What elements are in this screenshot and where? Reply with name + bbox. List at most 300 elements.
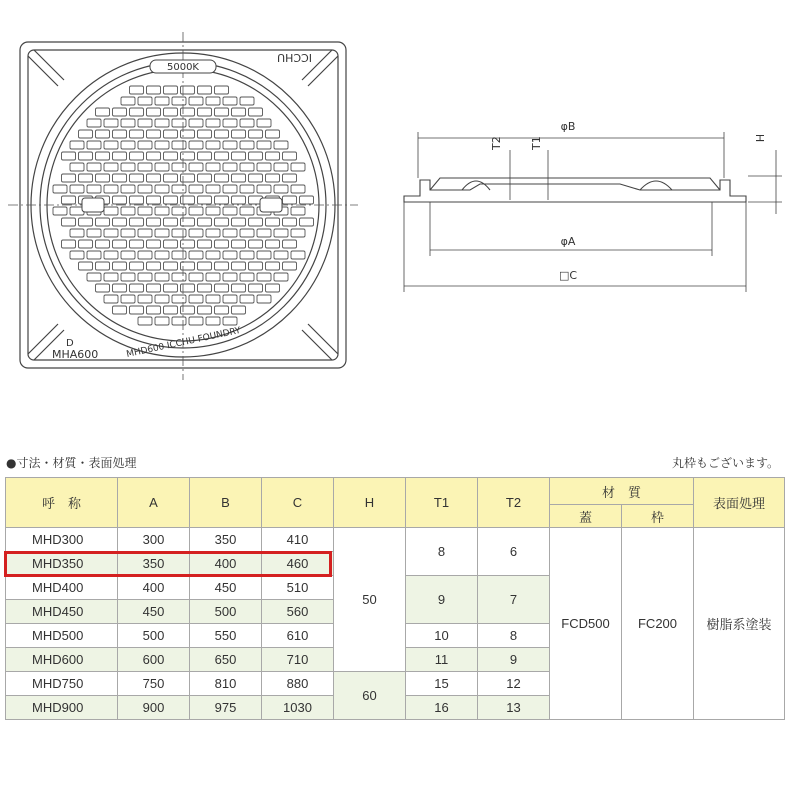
pattern-block xyxy=(113,108,127,116)
pattern-block xyxy=(189,251,203,259)
pattern-block xyxy=(87,229,101,237)
pattern-block xyxy=(189,141,203,149)
pattern-block xyxy=(291,163,305,171)
pattern-block xyxy=(274,141,288,149)
pattern-block xyxy=(62,152,76,160)
pattern-block xyxy=(79,218,93,226)
pattern-block xyxy=(147,130,161,138)
header-b: B xyxy=(190,478,262,528)
pattern-block xyxy=(215,130,229,138)
pattern-block xyxy=(70,141,84,149)
pattern-block xyxy=(130,130,144,138)
pattern-block xyxy=(232,152,246,160)
pattern-block xyxy=(223,317,237,325)
pattern-block xyxy=(189,295,203,303)
pattern-block xyxy=(172,163,186,171)
pattern-block xyxy=(257,295,271,303)
pattern-block xyxy=(206,317,220,325)
pattern-block xyxy=(283,174,297,182)
cell-a: 750 xyxy=(118,672,190,696)
pattern-block xyxy=(240,185,254,193)
pattern-block xyxy=(138,185,152,193)
pattern-block xyxy=(164,306,178,314)
cell-name: MHD750 xyxy=(6,672,118,696)
pattern-block xyxy=(62,174,76,182)
pattern-block xyxy=(113,174,127,182)
header-material: 材 質 xyxy=(550,478,694,505)
pattern-block xyxy=(138,141,152,149)
pattern-block xyxy=(113,284,127,292)
pattern-block xyxy=(189,229,203,237)
pattern-block xyxy=(232,196,246,204)
pattern-block xyxy=(240,141,254,149)
pattern-block xyxy=(215,196,229,204)
pattern-block xyxy=(164,86,178,94)
cell-t1: 8 xyxy=(406,528,478,576)
pattern-block xyxy=(206,251,220,259)
dim-t2: T2 xyxy=(490,136,503,150)
cell-b: 650 xyxy=(190,648,262,672)
pattern-block xyxy=(232,130,246,138)
pattern-block xyxy=(215,108,229,116)
cell-c: 560 xyxy=(262,600,334,624)
pattern-block xyxy=(130,284,144,292)
pattern-block xyxy=(274,251,288,259)
pattern-block xyxy=(113,130,127,138)
pattern-block xyxy=(147,174,161,182)
pattern-block xyxy=(96,130,110,138)
pattern-block xyxy=(53,185,67,193)
pattern-block xyxy=(198,262,212,270)
pattern-block xyxy=(223,207,237,215)
pattern-block xyxy=(62,240,76,248)
pattern-block xyxy=(257,141,271,149)
pattern-block xyxy=(147,86,161,94)
pattern-block xyxy=(172,251,186,259)
pattern-block xyxy=(283,262,297,270)
dim-t1: T1 xyxy=(530,136,543,150)
cell-name: MHD300 xyxy=(6,528,118,552)
pattern-block xyxy=(249,262,263,270)
pattern-block xyxy=(164,240,178,248)
pattern-block xyxy=(104,251,118,259)
pattern-block xyxy=(155,273,169,281)
pattern-block xyxy=(172,185,186,193)
pattern-block xyxy=(104,295,118,303)
pattern-block xyxy=(189,185,203,193)
lift-slot-left xyxy=(82,198,104,212)
spec-table xyxy=(5,477,785,720)
pattern-block xyxy=(283,152,297,160)
pattern-block xyxy=(266,284,280,292)
pattern-block xyxy=(189,97,203,105)
pattern-block xyxy=(257,229,271,237)
corner-rib-br xyxy=(302,324,338,360)
pattern-block xyxy=(189,207,203,215)
pattern-block xyxy=(240,163,254,171)
cell-a: 500 xyxy=(118,624,190,648)
pattern-block xyxy=(266,262,280,270)
pattern-block xyxy=(215,218,229,226)
pattern-block xyxy=(232,262,246,270)
pattern-block xyxy=(104,163,118,171)
pattern-block xyxy=(155,207,169,215)
pattern-block xyxy=(198,130,212,138)
cell-a: 600 xyxy=(118,648,190,672)
pattern-block xyxy=(147,306,161,314)
pattern-block xyxy=(240,119,254,127)
frame-model-label: MHA600 xyxy=(52,348,99,361)
cell-a: 900 xyxy=(118,696,190,720)
cell-c: 410 xyxy=(262,528,334,552)
pattern-block xyxy=(104,229,118,237)
pattern-block xyxy=(232,174,246,182)
pattern-block xyxy=(240,273,254,281)
highlight-box-mhd350 xyxy=(4,551,332,577)
pattern-block xyxy=(164,196,178,204)
header-t1: T1 xyxy=(406,478,478,528)
pattern-block xyxy=(198,152,212,160)
cell-a: 350 xyxy=(118,552,190,576)
pattern-block xyxy=(266,218,280,226)
pattern-block xyxy=(155,295,169,303)
pattern-block xyxy=(223,251,237,259)
dim-square-c: □C xyxy=(558,269,578,282)
cell-h-50: 50 xyxy=(334,528,406,672)
pattern-block xyxy=(215,284,229,292)
pattern-block xyxy=(79,130,93,138)
cell-t2: 9 xyxy=(478,648,550,672)
pattern-block xyxy=(240,229,254,237)
pattern-block xyxy=(164,218,178,226)
pattern-block xyxy=(172,119,186,127)
pattern-block xyxy=(240,97,254,105)
header-a: A xyxy=(118,478,190,528)
pattern-block xyxy=(249,152,263,160)
pattern-block xyxy=(266,152,280,160)
cell-name: MHD400 xyxy=(6,576,118,600)
pattern-block xyxy=(206,163,220,171)
pattern-block xyxy=(198,86,212,94)
cell-b: 450 xyxy=(190,576,262,600)
pattern-block xyxy=(232,108,246,116)
pattern-block xyxy=(215,86,229,94)
cell-t2: 13 xyxy=(478,696,550,720)
pattern-block xyxy=(130,152,144,160)
pattern-block xyxy=(113,196,127,204)
pattern-block xyxy=(223,273,237,281)
cell-t1: 15 xyxy=(406,672,478,696)
pattern-block xyxy=(240,207,254,215)
pattern-block xyxy=(266,130,280,138)
pattern-block xyxy=(130,218,144,226)
header-h: H xyxy=(334,478,406,528)
cell-a: 300 xyxy=(118,528,190,552)
pattern-block xyxy=(138,97,152,105)
pattern-block xyxy=(96,218,110,226)
pattern-block xyxy=(62,218,76,226)
pattern-block xyxy=(155,163,169,171)
pattern-block xyxy=(138,119,152,127)
pattern-block xyxy=(257,185,271,193)
pattern-block xyxy=(189,273,203,281)
pattern-block xyxy=(121,97,135,105)
pattern-block xyxy=(147,196,161,204)
cell-t1: 9 xyxy=(406,576,478,624)
pattern-block xyxy=(121,185,135,193)
cell-h-60: 60 xyxy=(334,672,406,720)
pattern-block xyxy=(70,163,84,171)
pattern-block xyxy=(215,262,229,270)
pattern-block xyxy=(257,163,271,171)
pattern-block xyxy=(138,295,152,303)
pattern-block xyxy=(138,273,152,281)
section-lug-right xyxy=(640,181,672,190)
pattern-block xyxy=(87,251,101,259)
pattern-block xyxy=(70,185,84,193)
pattern-block xyxy=(223,295,237,303)
pattern-block xyxy=(232,306,246,314)
pattern-block xyxy=(189,317,203,325)
table-row xyxy=(6,528,785,552)
cell-surface-finish: 樹脂系塗装 xyxy=(694,528,785,720)
cell-b: 810 xyxy=(190,672,262,696)
pattern-block xyxy=(155,251,169,259)
cell-b: 975 xyxy=(190,696,262,720)
pattern-block xyxy=(155,229,169,237)
pattern-block xyxy=(283,196,297,204)
pattern-block xyxy=(215,152,229,160)
pattern-block xyxy=(87,185,101,193)
pattern-block xyxy=(130,86,144,94)
pattern-block xyxy=(172,229,186,237)
pattern-block xyxy=(79,174,93,182)
pattern-block xyxy=(172,207,186,215)
cell-frame-material: FC200 xyxy=(622,528,694,720)
pattern-block xyxy=(206,185,220,193)
pattern-block xyxy=(130,196,144,204)
pattern-block xyxy=(206,119,220,127)
pattern-block xyxy=(189,119,203,127)
pattern-block xyxy=(198,306,212,314)
header-t2: T2 xyxy=(478,478,550,528)
cell-t2: 8 xyxy=(478,624,550,648)
pattern-block xyxy=(266,174,280,182)
pattern-block xyxy=(96,108,110,116)
pattern-block xyxy=(198,196,212,204)
pattern-block xyxy=(215,306,229,314)
spec-table-title: ●寸法・材質・表面処理 xyxy=(6,456,137,470)
cell-c: 460 xyxy=(262,552,334,576)
header-finish: 表面処理 xyxy=(694,478,785,528)
pattern-block xyxy=(206,141,220,149)
pattern-block xyxy=(249,240,263,248)
pattern-block xyxy=(138,317,152,325)
cell-c: 880 xyxy=(262,672,334,696)
pattern-block xyxy=(79,262,93,270)
pattern-block xyxy=(96,174,110,182)
section-lug-left xyxy=(462,181,490,190)
pattern-block xyxy=(155,97,169,105)
pattern-block xyxy=(283,218,297,226)
pattern-block xyxy=(147,152,161,160)
pattern-block xyxy=(53,207,67,215)
header-name: 呼 称 xyxy=(6,478,118,528)
pattern-block xyxy=(155,317,169,325)
pattern-block xyxy=(249,284,263,292)
pattern-block xyxy=(249,108,263,116)
pattern-block xyxy=(121,119,135,127)
pattern-block xyxy=(121,251,135,259)
pattern-block xyxy=(147,108,161,116)
pattern-block xyxy=(300,196,314,204)
pattern-block xyxy=(87,273,101,281)
pattern-block xyxy=(206,97,220,105)
pattern-block xyxy=(291,251,305,259)
dim-h: H xyxy=(753,133,766,143)
pattern-block xyxy=(113,262,127,270)
pattern-block xyxy=(96,262,110,270)
pattern-block xyxy=(189,163,203,171)
pattern-block xyxy=(130,108,144,116)
pattern-block xyxy=(198,108,212,116)
pattern-block xyxy=(198,284,212,292)
header-frame: 枠 xyxy=(622,505,694,528)
pattern-block xyxy=(172,317,186,325)
cell-t2: 7 xyxy=(478,576,550,624)
pattern-block xyxy=(138,229,152,237)
pattern-block xyxy=(164,152,178,160)
frame-mark: D xyxy=(66,338,74,349)
pattern-block xyxy=(198,174,212,182)
pattern-block xyxy=(113,218,127,226)
pattern-block xyxy=(62,196,76,204)
pattern-block xyxy=(96,240,110,248)
pattern-block xyxy=(121,163,135,171)
cell-c: 710 xyxy=(262,648,334,672)
pattern-block xyxy=(291,185,305,193)
pattern-block xyxy=(240,295,254,303)
pattern-block xyxy=(232,284,246,292)
cell-name: MHD600 xyxy=(6,648,118,672)
pattern-block xyxy=(130,240,144,248)
pattern-block xyxy=(113,240,127,248)
cell-name: MHD350 xyxy=(6,552,118,576)
pattern-block xyxy=(104,273,118,281)
pattern-block xyxy=(155,119,169,127)
cell-name: MHD500 xyxy=(6,624,118,648)
pattern-block xyxy=(130,262,144,270)
cell-t1: 16 xyxy=(406,696,478,720)
pattern-block xyxy=(147,262,161,270)
pattern-block xyxy=(121,273,135,281)
pattern-block xyxy=(79,240,93,248)
cell-t1: 10 xyxy=(406,624,478,648)
section-outline xyxy=(404,180,746,202)
pattern-block xyxy=(104,185,118,193)
cell-a: 400 xyxy=(118,576,190,600)
cell-c: 1030 xyxy=(262,696,334,720)
cell-b: 350 xyxy=(190,528,262,552)
cell-c: 610 xyxy=(262,624,334,648)
pattern-block xyxy=(223,229,237,237)
pattern-block xyxy=(172,273,186,281)
pattern-block xyxy=(206,207,220,215)
pattern-block xyxy=(223,163,237,171)
pattern-block xyxy=(283,240,297,248)
pattern-block xyxy=(206,273,220,281)
cell-name: MHD900 xyxy=(6,696,118,720)
pattern-block xyxy=(138,207,152,215)
pattern-block xyxy=(164,130,178,138)
pattern-block xyxy=(87,119,101,127)
pattern-block xyxy=(257,251,271,259)
cover-bottom-label: MHD600 ICCHU FOUNDRY xyxy=(125,325,242,360)
pattern-block xyxy=(249,174,263,182)
pattern-block xyxy=(249,130,263,138)
cell-b: 550 xyxy=(190,624,262,648)
pattern-block xyxy=(164,108,178,116)
cell-t2: 6 xyxy=(478,528,550,576)
cell-t1: 11 xyxy=(406,648,478,672)
pattern-block xyxy=(223,185,237,193)
cell-name: MHD450 xyxy=(6,600,118,624)
pattern-block xyxy=(232,218,246,226)
dim-phi-a: φA xyxy=(560,235,576,248)
corner-rib-tl xyxy=(28,50,64,86)
cover-corner-label: ICCHU xyxy=(277,51,312,64)
header-lid: 蓋 xyxy=(550,505,622,528)
cell-t2: 12 xyxy=(478,672,550,696)
pattern-block xyxy=(130,306,144,314)
pattern-block xyxy=(70,251,84,259)
pattern-block xyxy=(147,218,161,226)
pattern-block xyxy=(130,174,144,182)
cell-lid-material: FCD500 xyxy=(550,528,622,720)
pattern-block xyxy=(215,174,229,182)
lift-slot-right xyxy=(260,198,282,212)
pattern-block xyxy=(198,240,212,248)
pattern-block xyxy=(121,295,135,303)
pattern-block xyxy=(274,185,288,193)
pattern-block xyxy=(257,273,271,281)
pattern-block xyxy=(206,229,220,237)
pattern-block xyxy=(300,218,314,226)
pattern-block xyxy=(155,185,169,193)
pattern-block xyxy=(215,240,229,248)
pattern-block xyxy=(291,207,305,215)
pattern-block xyxy=(104,119,118,127)
pattern-block xyxy=(113,306,127,314)
pattern-block xyxy=(96,152,110,160)
pattern-block xyxy=(172,295,186,303)
pattern-block xyxy=(138,251,152,259)
pattern-block xyxy=(121,141,135,149)
dim-phi-b: φB xyxy=(560,120,576,133)
pattern-block xyxy=(232,240,246,248)
cover-top-label: 5000K xyxy=(166,62,200,73)
pattern-block xyxy=(206,295,220,303)
pattern-block xyxy=(79,152,93,160)
cell-b: 400 xyxy=(190,552,262,576)
pattern-block xyxy=(164,174,178,182)
pattern-block xyxy=(70,229,84,237)
pattern-block xyxy=(155,141,169,149)
pattern-block xyxy=(291,229,305,237)
pattern-block xyxy=(223,97,237,105)
pattern-block xyxy=(240,251,254,259)
pattern-block xyxy=(274,229,288,237)
